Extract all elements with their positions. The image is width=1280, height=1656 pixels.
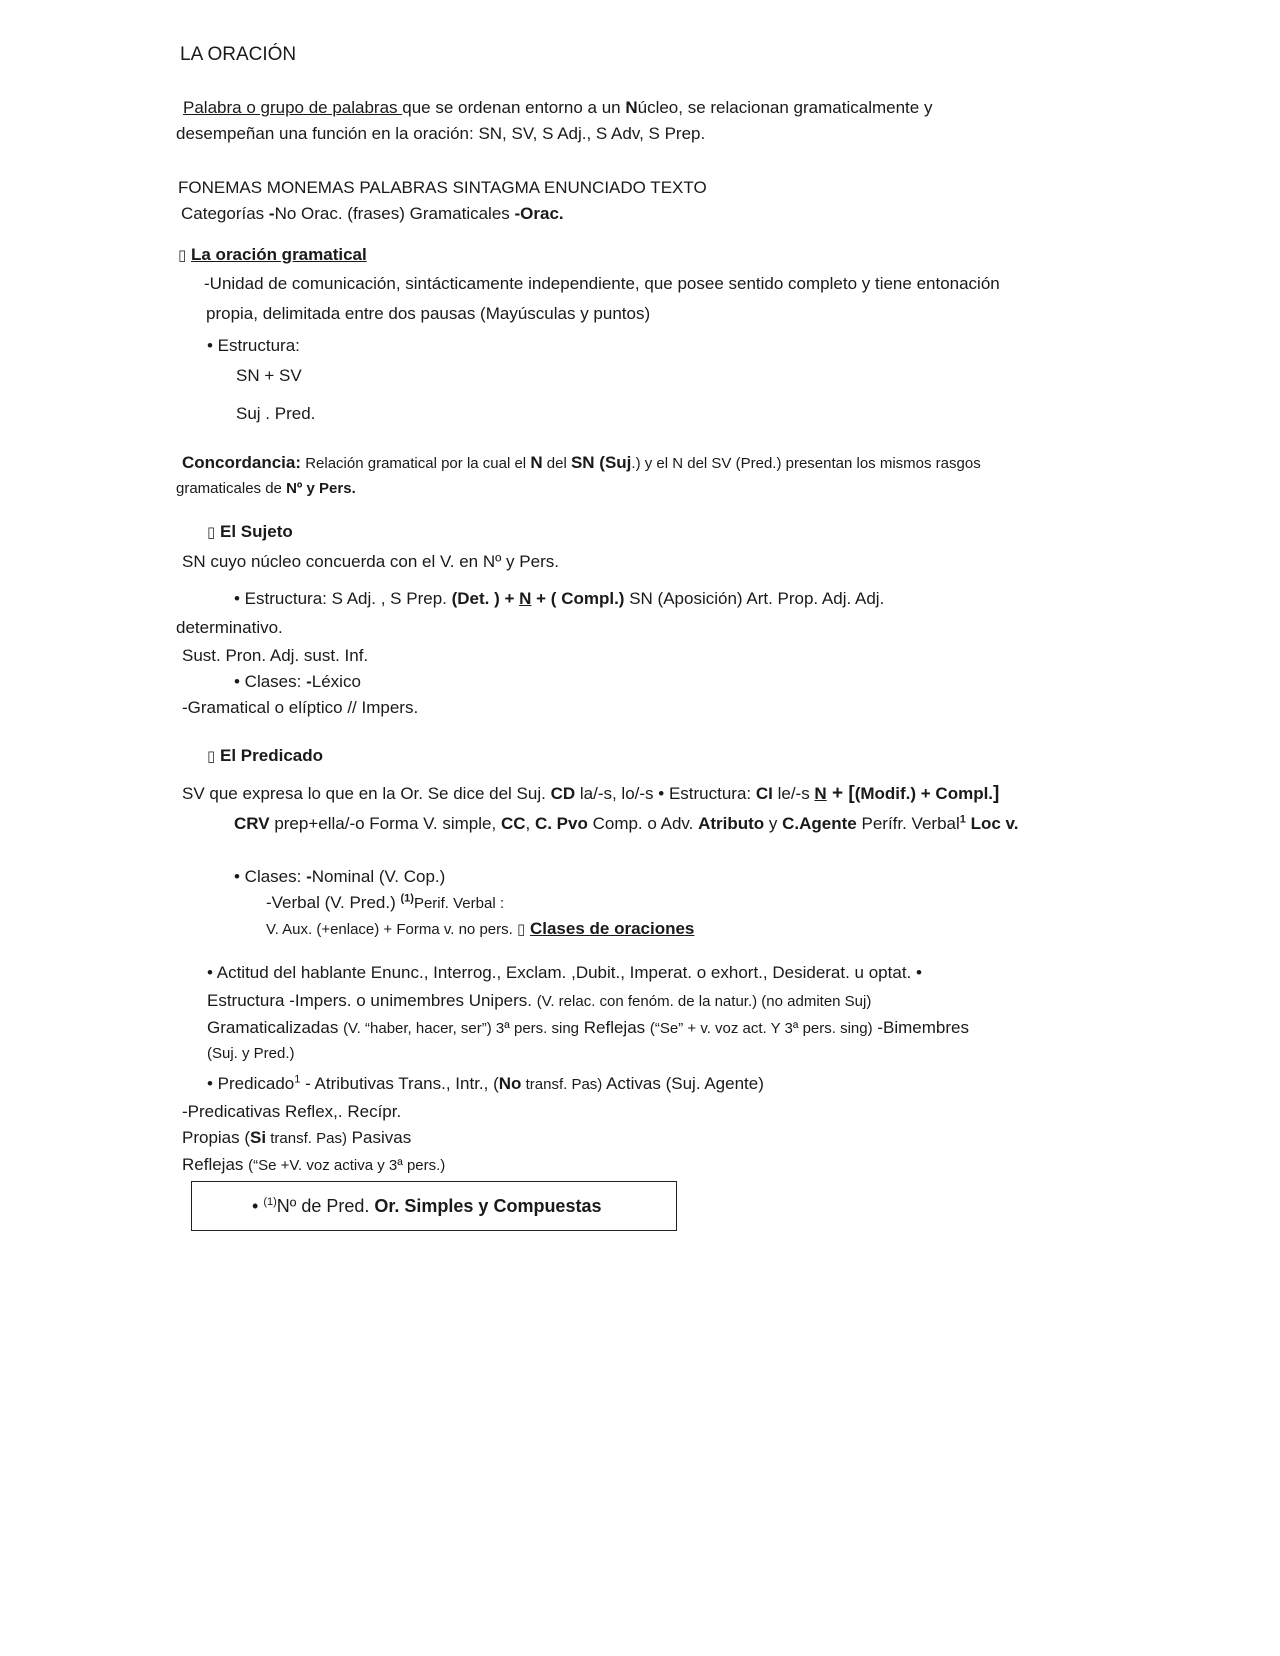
sujeto-heading-a: El bbox=[220, 522, 241, 541]
pred-l2-atr: Atributo bbox=[698, 814, 765, 833]
section-oracion-gramatical-heading bbox=[178, 244, 367, 266]
boxed-note-text bbox=[252, 1195, 601, 1217]
pred-clases-a: • Clases: bbox=[234, 867, 307, 886]
pred-l2-d: Comp. o Adv. bbox=[587, 814, 699, 833]
categorias-dash: - bbox=[268, 204, 275, 223]
predicado-heading-a: El bbox=[220, 746, 241, 765]
pred-aux-text: V. Aux. (+enlace) + Forma v. no pers. bbox=[266, 921, 517, 938]
missing-glyph-icon: ▯ bbox=[207, 523, 216, 541]
sujeto-heading-b: Sujeto bbox=[240, 522, 293, 541]
pred-verbal-sup: (1) bbox=[400, 892, 414, 905]
clases-or-line-6: -Predicativas Reflex,. Recípr. bbox=[182, 1102, 402, 1121]
predicado-line-1 bbox=[182, 783, 999, 805]
boxed-a: Nº de Pred. bbox=[276, 1196, 375, 1216]
pred-l2-pvo: C. Pvo bbox=[534, 814, 588, 833]
predicado-clases bbox=[234, 866, 445, 888]
clases-or-l3-d: (“Se” + v. voz act. Y 3ª pers. sing) bbox=[649, 1020, 873, 1037]
estructura-label: • Estructura: bbox=[207, 336, 300, 355]
sujeto-clases-dash: - bbox=[306, 672, 312, 691]
concordancia-t3: .) y el N del SV (Pred.) presentan los mismos rasgos bbox=[631, 455, 981, 472]
concordancia-t2: del bbox=[542, 455, 571, 472]
predicado-verbal bbox=[266, 892, 504, 915]
sujeto-determinativo: determinativo. bbox=[176, 618, 283, 637]
sujeto-clases-a: • Clases: bbox=[234, 672, 307, 691]
clases-or-line-3 bbox=[207, 1017, 969, 1040]
clases-or-l5-a: • Predicado bbox=[207, 1074, 295, 1093]
clases-or-l7-a: Propias ( bbox=[182, 1128, 251, 1147]
concordancia-np: Nº y Pers. bbox=[286, 480, 356, 497]
categorias-a: Categorías bbox=[181, 204, 269, 223]
clases-or-l5-c: transf. Pas) bbox=[521, 1076, 603, 1093]
pred-l1-n: N bbox=[814, 784, 827, 803]
sujeto-definition: SN cuyo núcleo concuerda con el V. en Nº y Pers. bbox=[182, 552, 559, 571]
intro-text-a: que se ordenan entorno a un bbox=[402, 98, 626, 117]
clases-or-l7-c: Pasivas bbox=[346, 1128, 412, 1147]
clases-or-line-4: (Suj. y Pred.) bbox=[207, 1045, 295, 1062]
intro-nucleo-n: N bbox=[625, 98, 638, 117]
predicado-heading-b: Predicado bbox=[240, 746, 323, 765]
suj-pred-text: Suj . Pred. bbox=[236, 404, 316, 423]
sujeto-est-n: N bbox=[519, 589, 532, 608]
pred-clases-dash: - bbox=[306, 867, 312, 886]
concordancia-label: Concordancia: bbox=[182, 453, 302, 472]
clases-or-l5-no: No bbox=[498, 1074, 522, 1093]
pred-l2-f: Perífr. Verbal bbox=[856, 814, 960, 833]
clases-or-l3-e: -Bimembres bbox=[872, 1018, 969, 1037]
predicado-aux bbox=[266, 918, 694, 941]
section-sujeto-heading bbox=[207, 521, 293, 543]
pred-l1-ci: CI bbox=[755, 784, 773, 803]
sujeto-est-d: SN (Aposición) Art. Prop. Adj. Adj. bbox=[624, 589, 885, 608]
clases-or-line-8 bbox=[182, 1154, 445, 1177]
predicado-line-2 bbox=[234, 813, 1018, 835]
units-line: FONEMAS MONEMAS PALABRAS SINTAGMA ENUNCIADO TEXTO bbox=[178, 178, 707, 197]
categorias-orac: -Orac. bbox=[514, 204, 564, 223]
section-predicado-heading bbox=[207, 745, 323, 767]
concordancia-n: N bbox=[530, 453, 543, 472]
missing-glyph-icon: ▯ bbox=[516, 920, 526, 938]
sujeto-clases bbox=[234, 671, 361, 693]
pred-l1-e: (Modif.) + Compl. bbox=[854, 784, 994, 803]
section-heading-text: La oración gramatical bbox=[191, 245, 367, 264]
clases-or-l2-a: Estructura -Impers. o unimembres Unipers. bbox=[207, 991, 537, 1010]
concordancia-snsuj: SN (Suj bbox=[570, 453, 632, 472]
concordancia-t4: gramaticales de bbox=[176, 480, 287, 497]
concordancia-line-1 bbox=[182, 452, 981, 475]
clases-or-line-1: • Actitud del hablante Enunc., Interrog., Exclam. ,Dubit., Imperat. o exhort., Desiderat. u optat. • bbox=[207, 963, 922, 982]
intro-text-b: úcleo, se relacionan gramaticalmente y bbox=[637, 98, 933, 117]
clases-or-l8-a: Reflejas bbox=[182, 1155, 249, 1174]
pred-clases-c: Nominal (V. Cop.) bbox=[311, 867, 446, 886]
pred-l1-f: ] bbox=[993, 783, 1000, 804]
sujeto-estructura bbox=[234, 588, 884, 610]
pred-verbal-a: -Verbal (V. Pred.) bbox=[266, 893, 401, 912]
clases-or-l5-d: Activas (Suj. Agente) bbox=[602, 1074, 764, 1093]
pred-l2-ag: C.Agente bbox=[782, 814, 857, 833]
pred-l2-loc: Loc v. bbox=[965, 814, 1019, 833]
pred-l2-c: , bbox=[525, 814, 535, 833]
page-title: LA ORACIÓN bbox=[180, 44, 297, 65]
sujeto-clases-c: Léxico bbox=[311, 672, 361, 691]
missing-glyph-icon: ▯ bbox=[207, 747, 216, 765]
pred-l1-b: la/-s, lo/-s • Estructura: bbox=[575, 784, 756, 803]
pred-l1-c: le/-s bbox=[772, 784, 815, 803]
clases-or-line-2 bbox=[207, 990, 871, 1013]
categorias-c: No Orac. (frases) Gramaticales bbox=[274, 204, 515, 223]
intro-underlined: Palabra o grupo de palabras bbox=[183, 98, 403, 117]
clases-or-l3-b: (V. “haber, hacer, ser”) 3ª pers. sing bbox=[343, 1020, 580, 1037]
intro-line-1 bbox=[183, 97, 932, 119]
intro-line-2: desempeñan una función en la oración: SN, SV, S Adj., S Adv, S Prep. bbox=[176, 124, 706, 143]
pred-l2-crv: CRV bbox=[234, 814, 270, 833]
concordancia-t1: Relación gramatical por la cual el bbox=[301, 455, 531, 472]
sujeto-est-b: (Det. ) + bbox=[451, 589, 520, 608]
clases-or-l7-b: transf. Pas) bbox=[266, 1130, 347, 1147]
pred-l2-b: prep+ella/-o Forma V. simple, bbox=[269, 814, 501, 833]
clases-oraciones-heading: Clases de oraciones bbox=[529, 919, 695, 938]
clases-or-l3-a: Gramaticalizadas bbox=[207, 1018, 344, 1037]
clases-or-line-7 bbox=[182, 1127, 411, 1150]
pred-l2-sup: 1 bbox=[959, 813, 966, 826]
clases-or-l7-si: Si bbox=[250, 1128, 267, 1147]
clases-or-l8-b: (“Se +V. voz activa y 3ª pers.) bbox=[248, 1157, 446, 1174]
clases-or-l2-b: (V. relac. con fenóm. de la natur.) (no admiten Suj) bbox=[536, 993, 872, 1010]
sujeto-gramatical: -Gramatical o elíptico // Impers. bbox=[182, 698, 419, 717]
pred-l1-a: SV que expresa lo que en la Or. Se dice del Suj. bbox=[182, 784, 551, 803]
missing-glyph-icon: ▯ bbox=[178, 246, 187, 264]
definition-line-2: propia, delimitada entre dos pausas (Mayúsculas y puntos) bbox=[206, 304, 651, 323]
pred-verbal-b: Perif. Verbal : bbox=[413, 895, 504, 912]
concordancia-line-2 bbox=[176, 478, 356, 500]
pred-l2-cc: CC bbox=[500, 814, 526, 833]
sujeto-sust: Sust. Pron. Adj. sust. Inf. bbox=[182, 646, 369, 665]
sn-sv-text: SN + SV bbox=[236, 366, 302, 385]
sujeto-est-a: • Estructura: S Adj. , S Prep. bbox=[234, 589, 452, 608]
pred-l1-d: + [ bbox=[826, 783, 855, 804]
clases-or-l5-sup: 1 bbox=[294, 1073, 301, 1086]
clases-or-line-5 bbox=[207, 1073, 764, 1096]
clases-or-l5-b: - Atributivas Trans., Intr., ( bbox=[300, 1074, 499, 1093]
pred-l1-cd: CD bbox=[550, 784, 576, 803]
clases-or-l3-c: Reflejas bbox=[579, 1018, 650, 1037]
boxed-sup: (1) bbox=[263, 1196, 277, 1208]
boxed-b: Or. Simples y Compuestas bbox=[374, 1196, 602, 1216]
sujeto-est-c: + ( Compl.) bbox=[531, 589, 625, 608]
definition-line-1: -Unidad de comunicación, sintácticamente independiente, que posee sentido completo y tiene entonación bbox=[204, 274, 1000, 293]
pred-l2-e: y bbox=[764, 814, 783, 833]
categorias-line bbox=[181, 203, 564, 225]
boxed-bullet: • bbox=[252, 1196, 264, 1216]
